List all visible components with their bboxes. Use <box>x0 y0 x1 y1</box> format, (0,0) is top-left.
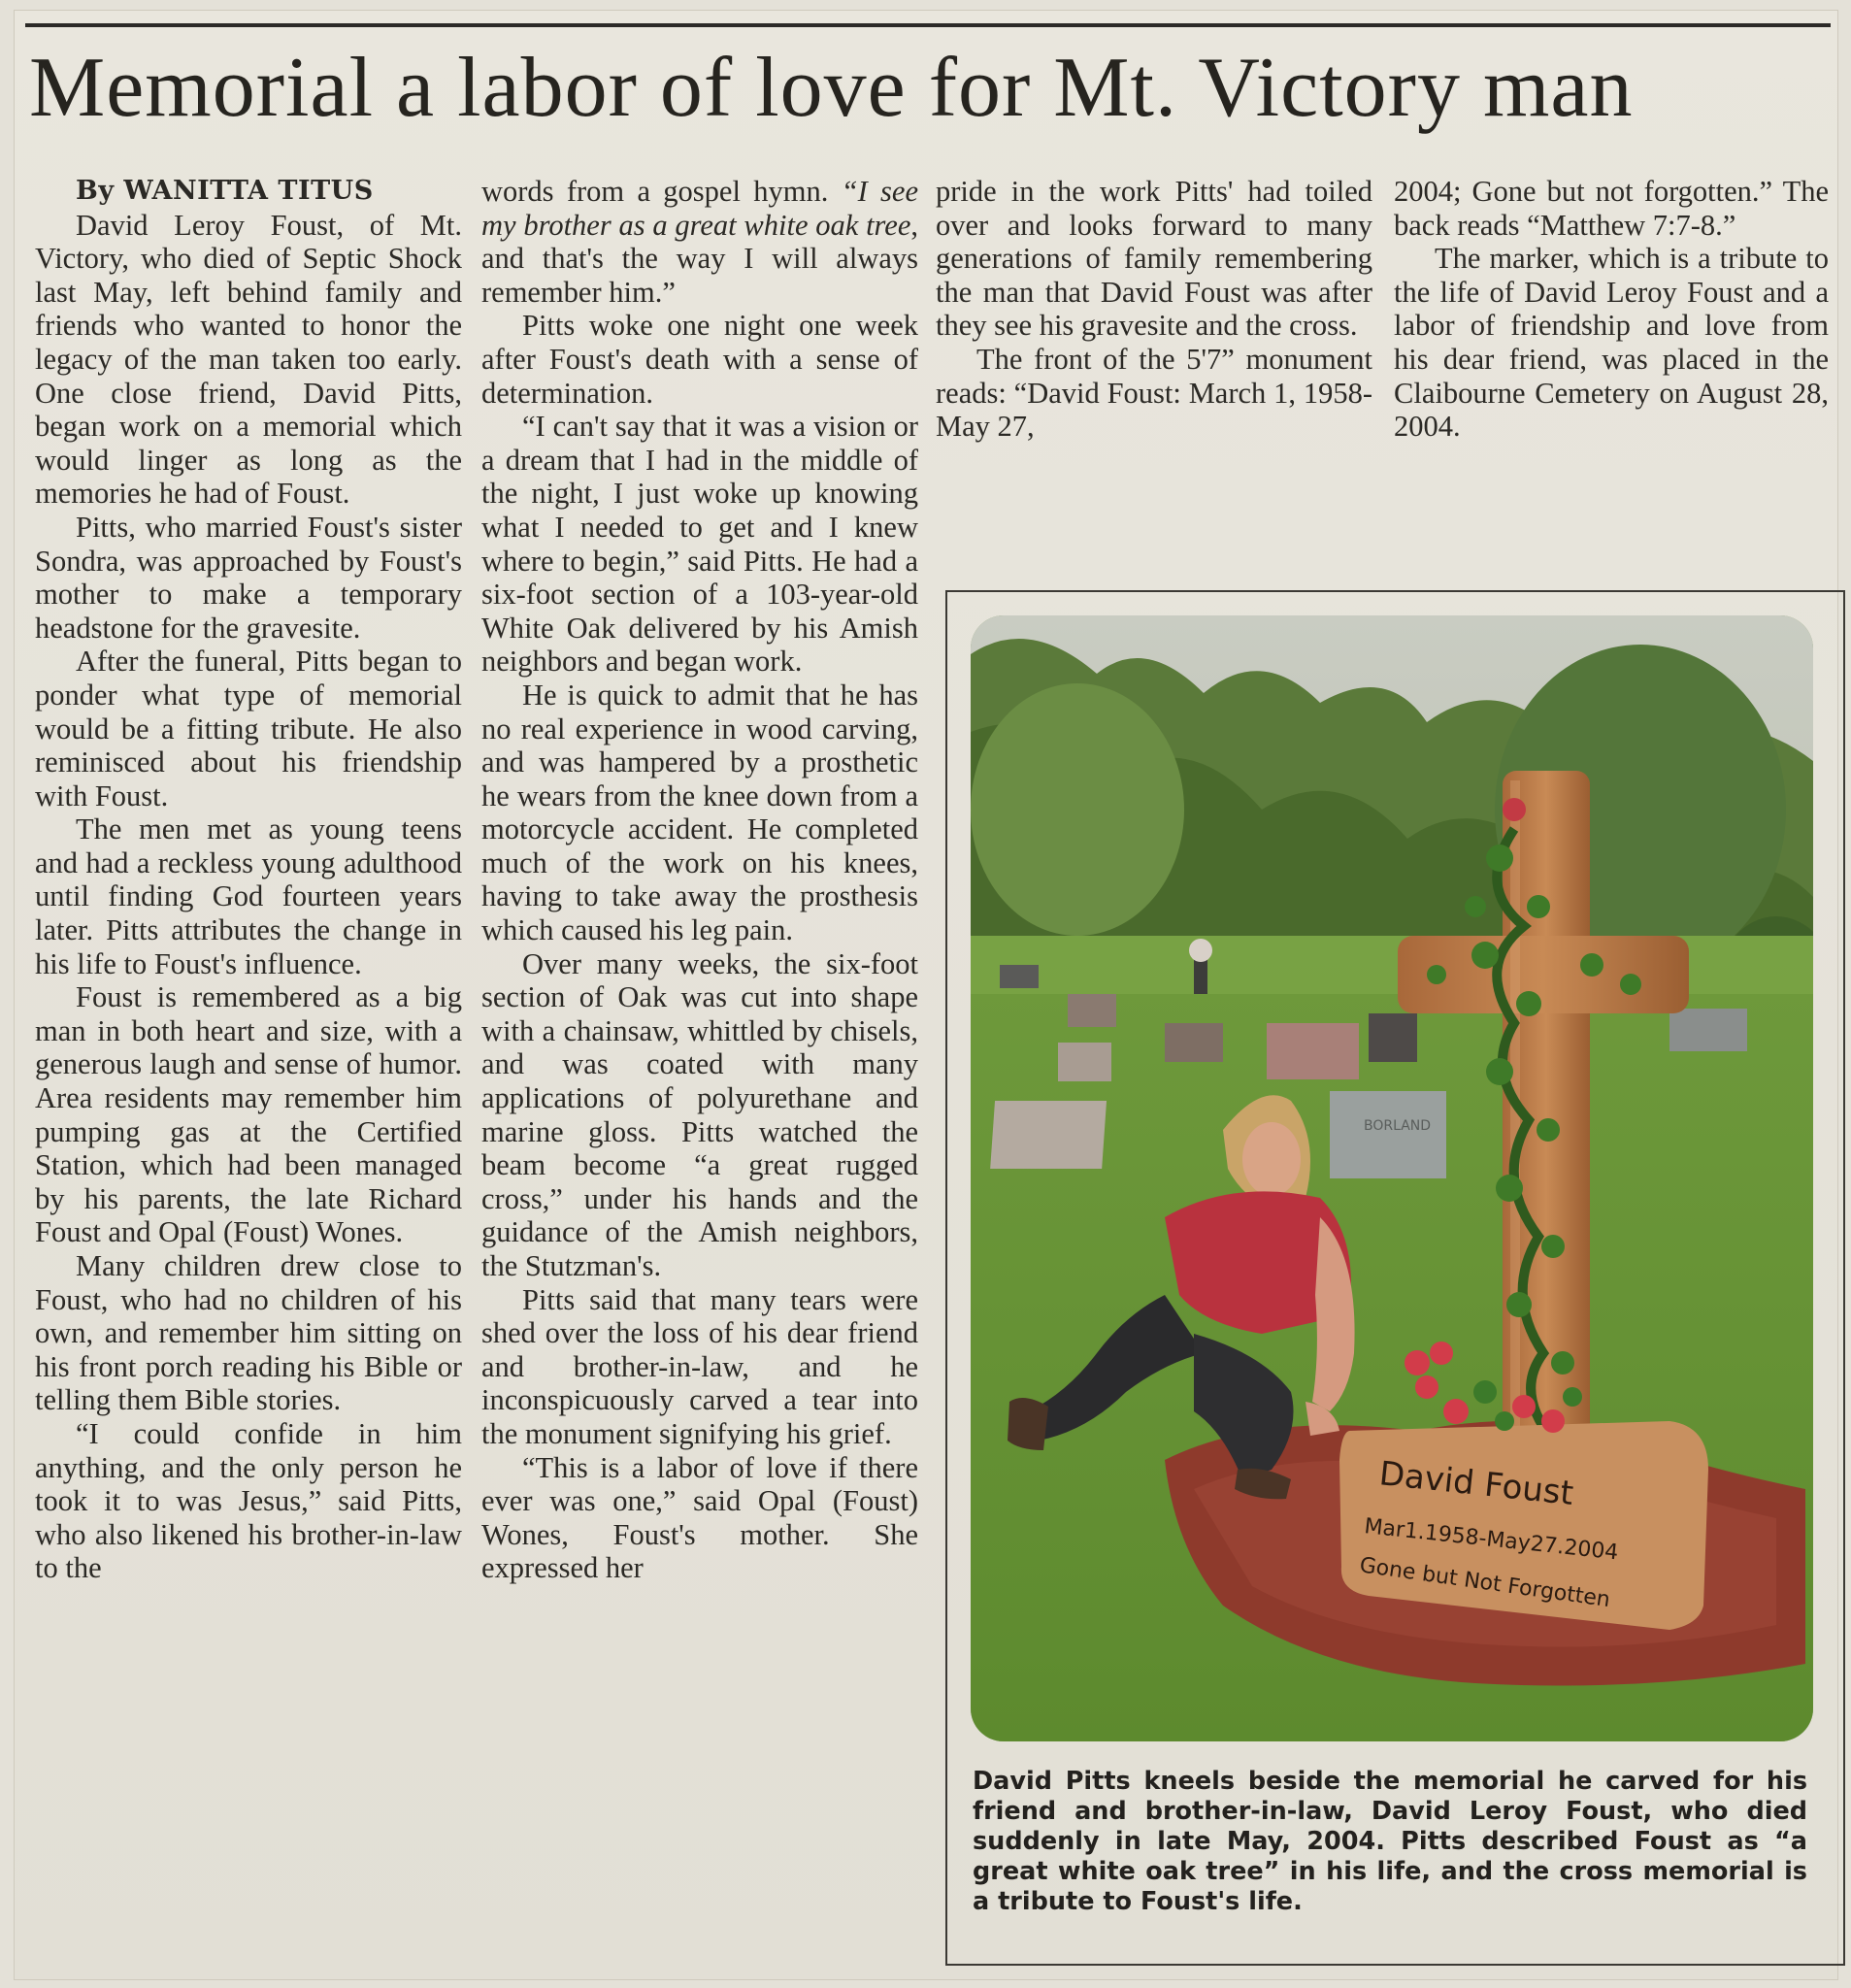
marker-epitaph: Gone but Not Forgotten <box>1358 1553 1612 1613</box>
paragraph: David Leroy Foust, of Mt. Victory, who died of Septic Shock last May, left behind family and friends who wanted to honor the legacy of the man taken too early. One close friend, David Pitts, began work on a memorial which would linger as long as the memories he had of Foust. <box>35 208 462 511</box>
newspaper-clipping <box>14 10 1838 1980</box>
paragraph: pride in the work Pitts' had toiled over and looks forward to many generations of family remembering the man that David Foust was after they see his gravesite and the cross. <box>936 175 1372 343</box>
headline: Memorial a labor of love for Mt. Victory man <box>29 41 1634 135</box>
photo-caption: David Pitts kneels beside the memorial he carved for his friend and brother-in-law, David Leroy Foust, who died suddenly in late May, 2004. Pitts described Foust as “a great white oak tree” in his life, and the cross memorial is a tribute to Foust's life. <box>973 1767 1807 1916</box>
headstone-inscription: BORLAND <box>1364 1118 1432 1134</box>
paragraph: The marker, which is a tribute to the life of David Leroy Foust and a labor of friendship and love from his dear friend, was placed in the Claibourne Cemetery on August 28, 2004. <box>1394 242 1829 444</box>
marker-dates: Mar1.1958-May27.2004 <box>1363 1514 1620 1566</box>
paragraph: Many children drew close to Foust, who had no children of his own, and remember him sitting on his front porch reading his Bible or telling them Bible stories. <box>35 1249 462 1417</box>
column-1 <box>35 175 462 1585</box>
paragraph: Pitts, who married Foust's sister Sondra, was approached by Foust's mother to make a temporary headstone for the gravesite. <box>35 510 462 645</box>
paragraph: The men met as young teens and had a reckless young adulthood until finding God fourteen years later. Pitts attributes the change in his life to Foust's influence. <box>35 812 462 980</box>
paragraph: “This is a labor of love if there ever was one,” said Opal (Foust) Wones, Foust's mother. She expressed her <box>481 1450 918 1585</box>
paragraph: Pitts said that many tears were shed over the loss of his dear friend and brother-in-law, and he inconspicuously carved a tear into the monument signifying his grief. <box>481 1282 918 1450</box>
paragraph: “I can't say that it was a vision or a dream that I had in the middle of the night, I just woke up knowing what I needed to get and I knew where to begin,” said Pitts. He had a six-foot section of a 103-year-old White Oak delivered by his Amish neighbors and began work. <box>481 410 918 679</box>
paragraph: “I could confide in him anything, and the only person he took it to was Jesus,” said Pitts, who also likened his brother-in-law to the <box>35 1416 462 1585</box>
top-rule <box>25 23 1831 27</box>
paragraph: Foust is remembered as a big man in both heart and size, with a generous laugh and sense of humor. Area residents may remember him pumping gas at the Certified Station, which had been managed by his parents, the late Richard Foust and Opal (Foust) Wones. <box>35 980 462 1249</box>
paragraph: The front of the 5'7” monument reads: “David Foust: March 1, 1958-May 27, <box>936 342 1372 444</box>
byline: By WANITTA TITUS <box>76 176 374 206</box>
paragraph: Pitts woke one night one week after Foust's death with a sense of determination. <box>481 309 918 410</box>
paragraph: After the funeral, Pitts began to ponder what type of memorial would be a fitting tribute. He also reminisced about his friendship with Foust. <box>35 645 462 812</box>
cemetery-scene <box>971 615 1813 1741</box>
column-2 <box>481 175 918 1585</box>
memorial-photo <box>971 615 1813 1741</box>
column-4 <box>1394 175 1829 444</box>
photo-frame <box>945 590 1845 1966</box>
paragraph: He is quick to admit that he has no real experience in wood carving, and was hampered by a prosthetic he wears from the knee down from a motorcycle accident. He completed much of the work on his knees, having to take away the prosthesis which caused his leg pain. <box>481 678 918 947</box>
marker-name: David Foust <box>1377 1454 1575 1513</box>
paragraph: Over many weeks, the six-foot section of Oak was cut into shape with a chainsaw, whittled by chisels, and was coated with many applications of polyurethane and marine gloss. Pitts watched the beam become “a great rugged cross,” under his hands and the guidance of the Amish neighbors, the Stutzman's. <box>481 946 918 1282</box>
hymn-quote: “I see my brother as a great white oak tree <box>481 175 919 242</box>
text-span: words from a gospel hymn. <box>481 175 829 208</box>
column-3 <box>936 175 1372 444</box>
paragraph <box>481 175 918 309</box>
text-span: , and that's the way I will always remember him.” <box>481 208 918 309</box>
paragraph: 2004; Gone but not forgotten.” The back reads “Matthew 7:7-8.” <box>1394 175 1829 242</box>
